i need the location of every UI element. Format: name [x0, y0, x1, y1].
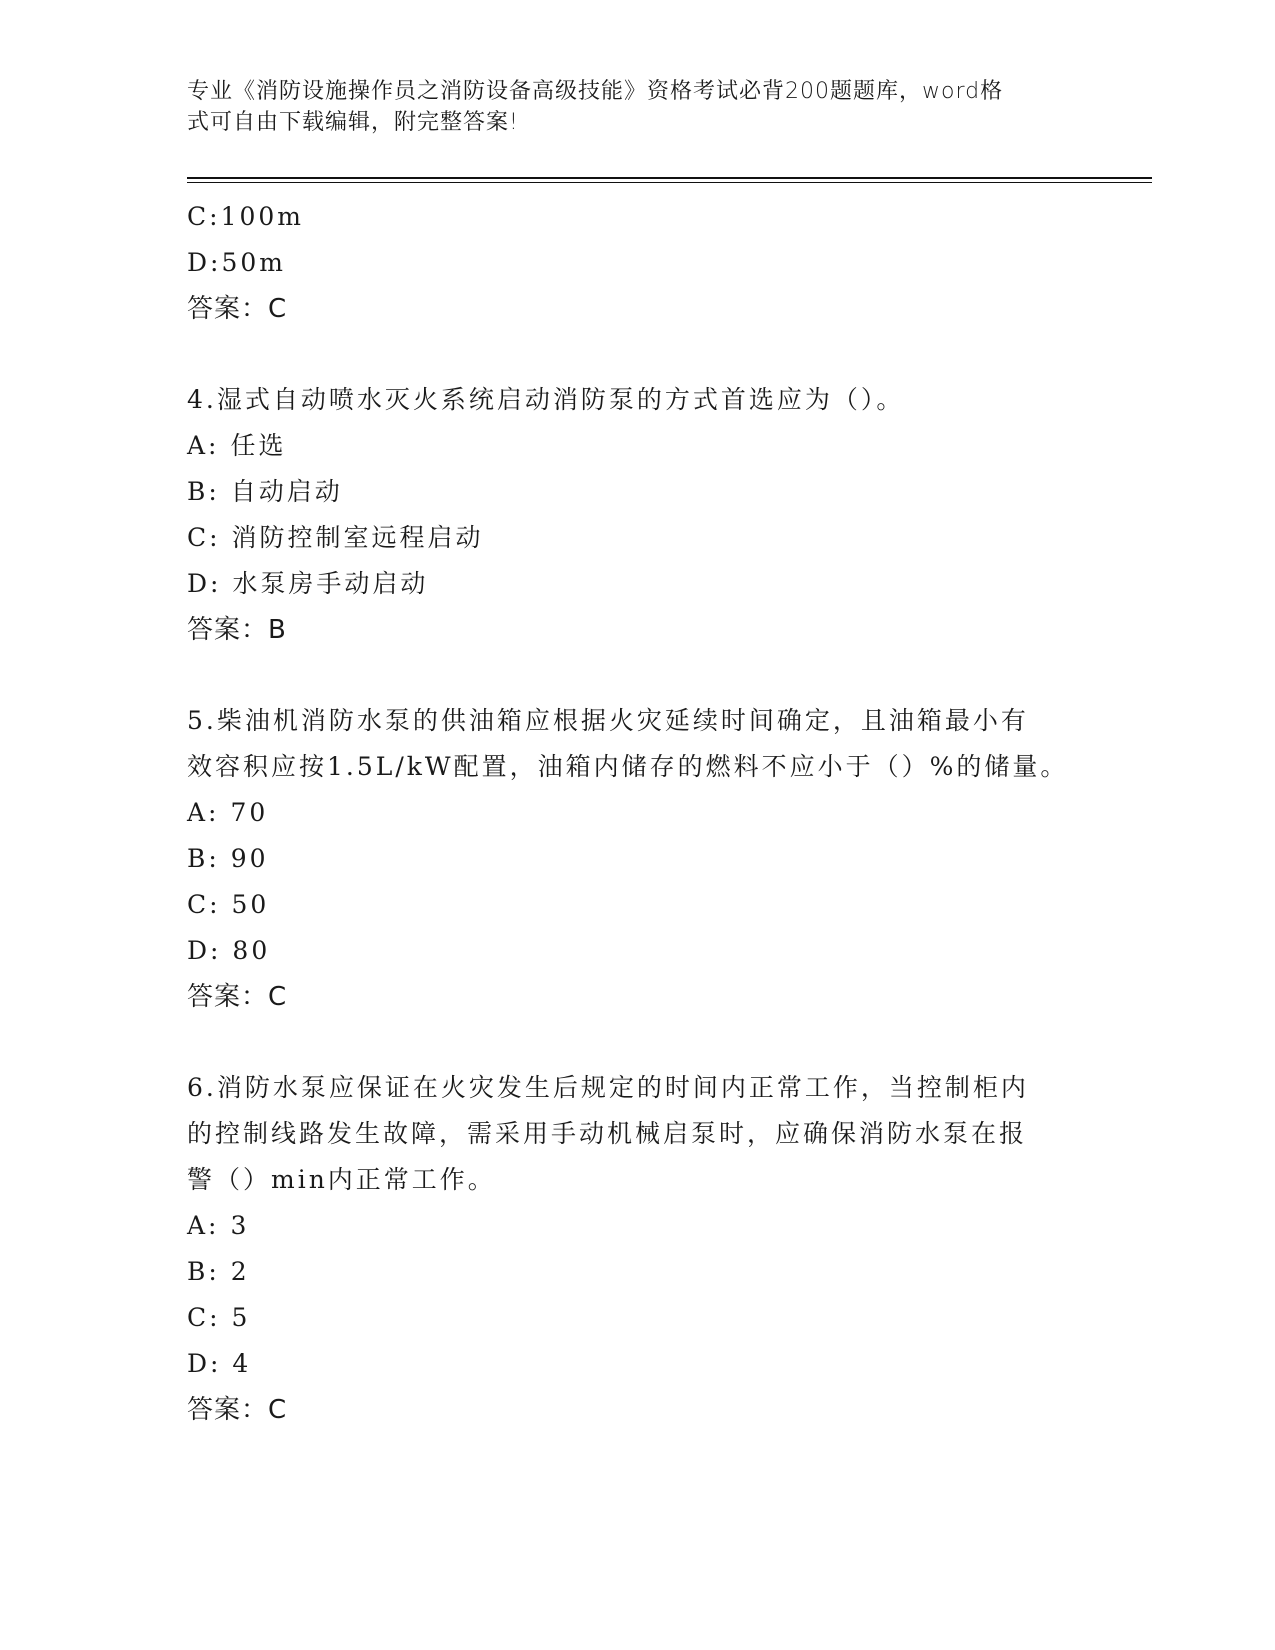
answer: 答案：C: [187, 982, 288, 1012]
question-6: [187, 1065, 1067, 1433]
option-c: C: 5: [187, 1303, 251, 1332]
answer: 答案：B: [187, 615, 287, 645]
question-list: [187, 194, 1067, 1433]
option-d: D: 水泵房手动启动: [187, 569, 429, 598]
header-line-2: 式可自由下载编辑，附完整答案!: [187, 110, 519, 135]
option-b: B: 90: [187, 844, 269, 873]
question-5: [187, 698, 1067, 1020]
answer: 答案：C: [187, 1395, 288, 1425]
prev-question: [187, 194, 1067, 332]
header-rule-thin: [187, 182, 1152, 183]
option-a: A: 3: [187, 1211, 250, 1240]
option-c: C: 50: [187, 890, 270, 919]
question-text-line-1: 6.消防水泵应保证在火灾发生后规定的时间内正常工作，当控制柜内: [187, 1073, 1029, 1102]
option-c: C:100m: [187, 202, 304, 231]
option-d: D:50m: [187, 248, 286, 277]
question-text-line-3: 警（）min内正常工作。: [187, 1165, 496, 1194]
question-text-line-2: 的控制线路发生故障，需采用手动机械启泵时，应确保消防水泵在报: [187, 1119, 1028, 1148]
option-d: D: 80: [187, 936, 271, 965]
answer: 答案：C: [187, 294, 288, 324]
option-a: A: 任选: [187, 431, 287, 460]
option-b: B: 2: [187, 1257, 250, 1286]
document-header: [187, 76, 1067, 138]
question-text: 4.湿式自动喷水灭火系统启动消防泵的方式首选应为（）。: [187, 385, 905, 414]
question-text-line-2: 效容积应按1.5L/kW配置，油箱内储存的燃料不应小于（）%的储量。: [187, 752, 1069, 781]
header-rule-thick: [187, 177, 1152, 179]
option-d: D: 4: [187, 1349, 252, 1378]
header-line-1: 专业《消防设施操作员之消防设备高级技能》资格考试必背200题题库，word格: [187, 79, 1004, 104]
question-4: [187, 377, 1067, 653]
option-c: C: 消防控制室远程启动: [187, 523, 484, 552]
option-b: B: 自动启动: [187, 477, 343, 506]
question-text-line-1: 5.柴油机消防水泵的供油箱应根据火灾延续时间确定，且油箱最小有: [187, 706, 1029, 735]
option-a: A: 70: [187, 798, 269, 827]
